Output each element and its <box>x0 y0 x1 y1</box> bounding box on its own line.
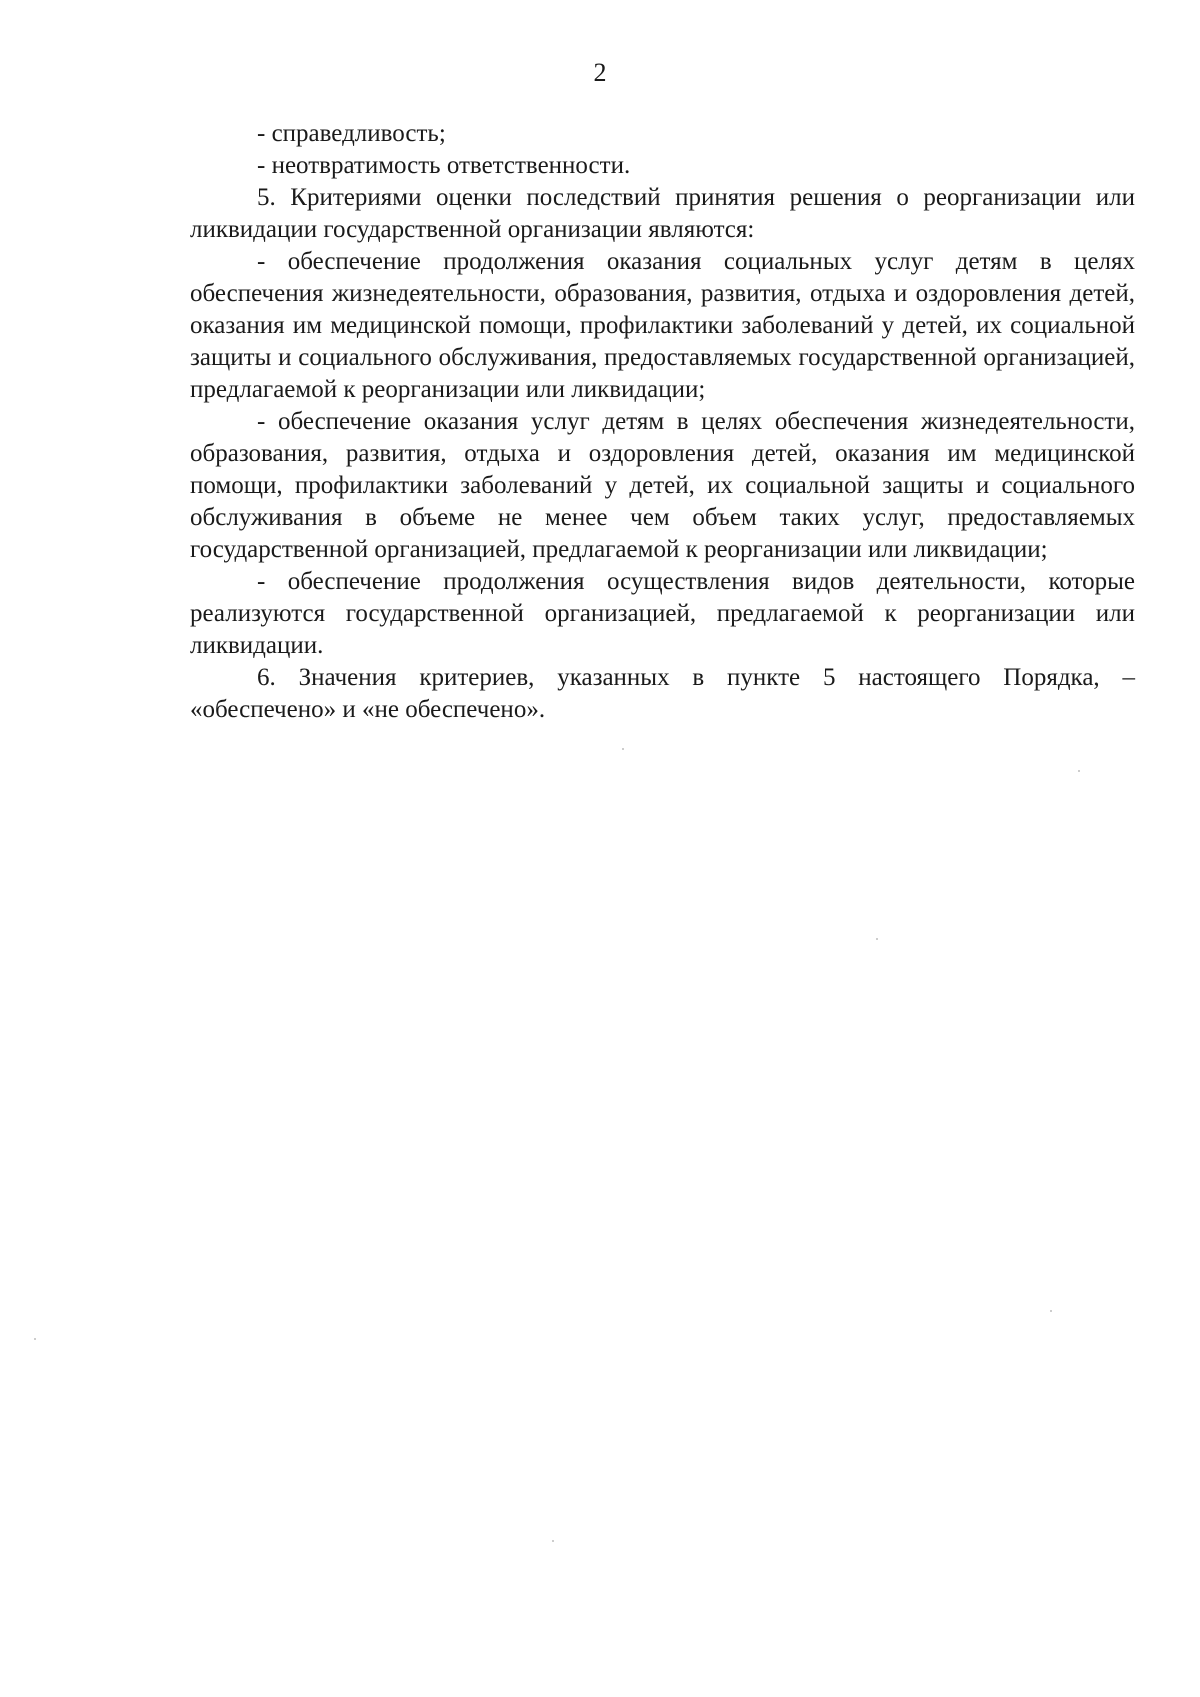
scan-speck <box>1050 1310 1052 1312</box>
scan-speck <box>34 1338 36 1340</box>
criterion-service-volume: - обеспечение оказания услуг детям в целях обеспечения жизнедеятельности, образования, развития, отдыха и оздоровления детей, оказания им медицинской помощи, профилактики заболеваний у детей, их социальной защиты и социального обслуживания в объеме не менее чем объем таких услуг, предоставляемых государственной организацией, предлагаемой к реорганизации или ликвидации; <box>190 408 1135 563</box>
criterion-continuation-social-services: - обеспечение продолжения оказания социальных услуг детям в целях обеспечения жизнедеятельности, образования, развития, отдыха и оздоровления детей, оказания им медицинской помощи, профилактики заболеваний у детей, их социальной защиты и социального обслуживания, предоставляемых государственной организацией, предлагаемой к реорганизации или ликвидации; <box>190 248 1135 403</box>
scan-speck <box>876 938 878 940</box>
clause-5-intro: 5. Критериями оценки последствий принятия решения о реорганизации или ликвидации государственной организации являются: <box>190 184 1135 243</box>
clause-6-values: 6. Значения критериев, указанных в пункте 5 настоящего Порядка, – «обеспечено» и «не обеспечено». <box>190 664 1135 723</box>
page-number: 2 <box>593 58 607 87</box>
list-item-inevitability: - неотвратимость ответственности. <box>257 152 631 179</box>
criterion-activity-continuation: - обеспечение продолжения осуществления видов деятельности, которые реализуются государственной организацией, предлагаемой к реорганизации или ликвидации. <box>190 568 1135 659</box>
list-item-fairness: - справедливость; <box>257 120 446 147</box>
scan-speck <box>1078 770 1080 772</box>
scan-speck <box>622 748 624 750</box>
document-body <box>190 118 1135 726</box>
scan-speck <box>552 1540 554 1542</box>
